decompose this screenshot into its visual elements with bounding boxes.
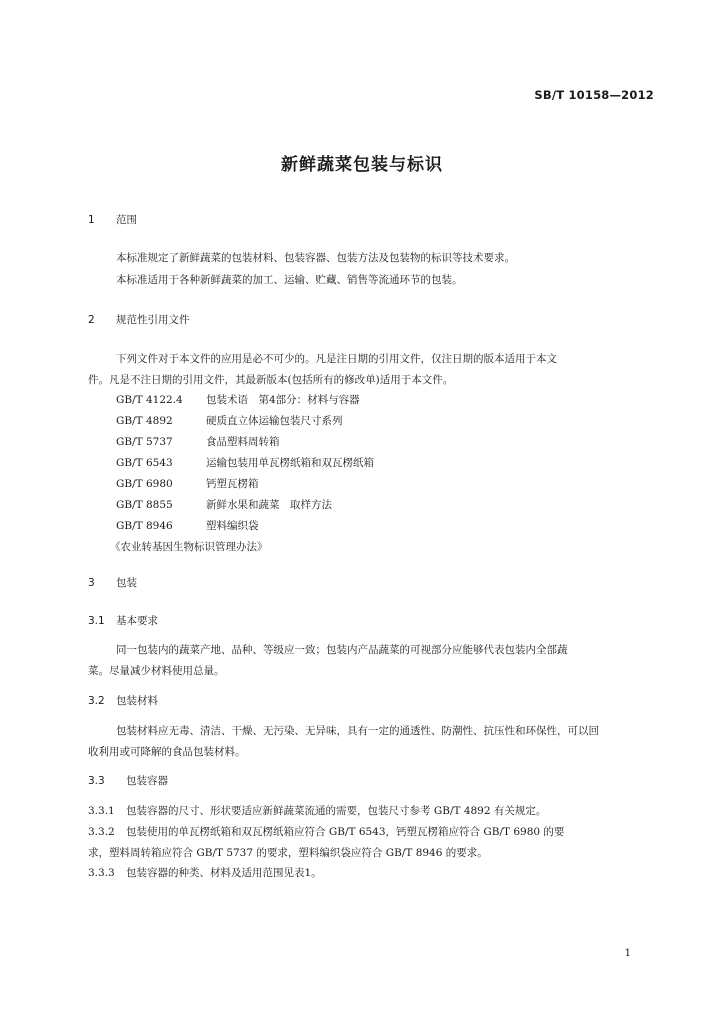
paragraph-line: 收利用或可降解的食品包装材料。 <box>88 746 246 758</box>
section-title: 规范性引用文件 <box>116 314 190 326</box>
subsection-3-3-heading <box>88 774 168 788</box>
regulation-reference: 《农业转基因生物标识管理办法》 <box>110 541 268 553</box>
paragraph: 本标准适用于各种新鲜蔬菜的加工、运输、贮藏、销售等流通环节的包装。 <box>116 274 463 286</box>
section-1-heading <box>88 213 137 227</box>
page-number: 1 <box>624 948 631 959</box>
clause-3-3-2 <box>88 825 564 839</box>
reference-code: GB/T 8855 <box>116 499 173 511</box>
paragraph-line: 包装材料应无毒、清洁、干燥、无污染、无异味，具有一定的通透性、防潮性、抗压性和环保性，可以回 <box>116 725 599 737</box>
clause-continuation: 求，塑料周转箱应符合 GB/T 5737 的要求，塑料编织袋应符合 GB/T 8946 的要求。 <box>88 847 488 859</box>
subsection-3-2-heading <box>88 694 158 708</box>
section-2-heading <box>88 313 190 327</box>
clause-number: 3.3.2 <box>88 826 115 838</box>
paragraph-line: 下列文件对于本文件的应用是必不可少的。凡是注日期的引用文件，仅注日期的版本适用于本文 <box>116 353 557 365</box>
section-title: 包装材料 <box>116 695 158 707</box>
section-number: 3.2 <box>88 695 105 707</box>
reference-code: GB/T 6543 <box>116 457 173 469</box>
section-number: 2 <box>88 314 95 326</box>
reference-item <box>116 498 332 512</box>
paragraph: 本标准规定了新鲜蔬菜的包装材料、包装容器、包装方法及包装物的标识等技术要求。 <box>116 252 515 264</box>
reference-code: GB/T 4122.4 <box>116 394 183 406</box>
reference-title: 硬质直立体运输包装尺寸系列 <box>206 415 343 427</box>
clause-text: 包装使用的单瓦楞纸箱和双瓦楞纸箱应符合 GB/T 6543，钙塑瓦楞箱应符合 GB/T 6980 的要 <box>126 826 565 838</box>
reference-code: GB/T 6980 <box>116 478 173 490</box>
section-title: 基本要求 <box>116 615 158 627</box>
section-number: 3.3 <box>88 775 105 787</box>
reference-item <box>116 456 374 470</box>
reference-item <box>116 414 343 428</box>
section-title: 包装容器 <box>126 775 168 787</box>
reference-code: GB/T 5737 <box>116 436 173 448</box>
clause-number: 3.3.1 <box>88 805 115 817</box>
section-title: 包装 <box>116 577 137 589</box>
reference-item <box>116 519 259 533</box>
reference-title: 塑料编织袋 <box>206 520 259 532</box>
section-number: 3.1 <box>88 615 105 627</box>
clause-text: 包装容器的种类、材料及适用范围见表1。 <box>126 867 322 879</box>
section-3-heading <box>88 576 137 590</box>
section-number: 1 <box>88 214 95 226</box>
reference-title: 运输包装用单瓦楞纸箱和双瓦楞纸箱 <box>206 457 374 469</box>
reference-title: 新鲜水果和蔬菜 取样方法 <box>206 499 332 511</box>
reference-title: 食品塑料周转箱 <box>206 436 280 448</box>
reference-code: GB/T 8946 <box>116 520 173 532</box>
clause-3-3-1 <box>88 804 546 818</box>
reference-title: 钙塑瓦楞箱 <box>206 478 259 490</box>
section-number: 3 <box>88 577 95 589</box>
paragraph-line: 同一包装内的蔬菜产地、品种、等级应一致；包装内产品蔬菜的可视部分应能够代表包装内全部蔬 <box>116 644 568 656</box>
standard-code: SB/T 10158—2012 <box>534 88 654 102</box>
reference-item <box>116 435 280 449</box>
reference-title: 包装术语 第4部分：材料与容器 <box>206 394 360 406</box>
reference-item <box>116 393 360 407</box>
clause-number: 3.3.3 <box>88 867 115 879</box>
section-title: 范围 <box>116 214 137 226</box>
paragraph-line: 菜。尽量减少材料使用总量。 <box>88 665 225 677</box>
reference-code: GB/T 4892 <box>116 415 173 427</box>
clause-3-3-3 <box>88 866 322 880</box>
reference-item <box>116 477 259 491</box>
paragraph-line: 件。凡是不注日期的引用文件，其最新版本(包括所有的修改单)适用于本文件。 <box>88 374 454 386</box>
clause-text: 包装容器的尺寸、形状要适应新鲜蔬菜流通的需要，包装尺寸参考 GB/T 4892 有关规定。 <box>126 805 547 817</box>
subsection-3-1-heading <box>88 614 158 628</box>
document-title: 新鲜蔬菜包装与标识 <box>281 155 443 175</box>
